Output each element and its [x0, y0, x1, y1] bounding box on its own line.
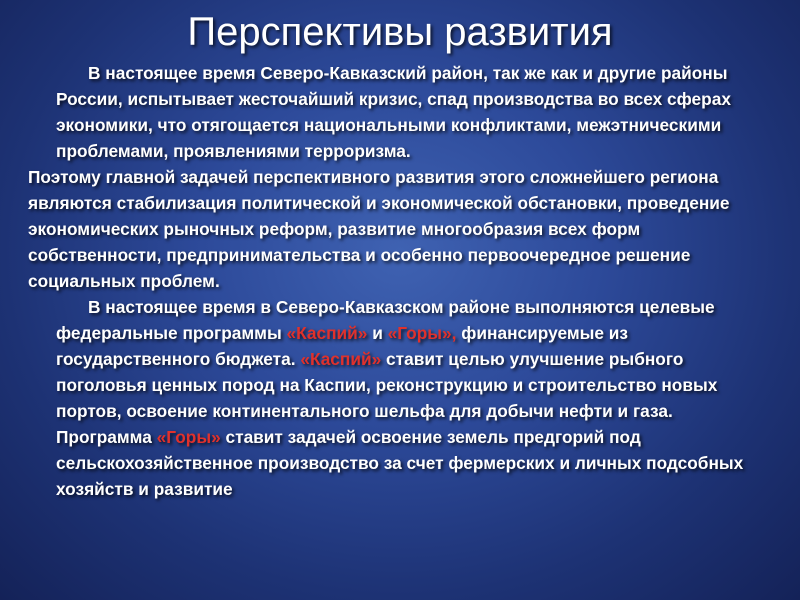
program-kaspiy-highlight: «Каспий»: [300, 349, 382, 369]
slide-title: Перспективы развития: [187, 10, 613, 54]
paragraph-text: финансируемые из государственного бюджета.: [56, 323, 629, 369]
paragraph-crisis: В настоящее время Северо-Кавказский район, так же как и другие районы России, испытывает жесточайший кризис, спад производства во всех сферах экономики, что отягощается национальными конфликтами, межэтническими проблемами, проявлениями терроризма.: [56, 63, 731, 161]
program-kaspiy-highlight: «Каспий»: [286, 323, 368, 343]
paragraph-text: и: [367, 323, 388, 343]
paragraph-programs: [0, 294, 800, 502]
program-gory-highlight: «Горы»,: [387, 323, 457, 343]
paragraph-main-task: Поэтому главной задачей перспективного развития этого сложнейшего региона являются стабилизация политической и экономической обстановки, проведение экономических рыночных реформ, развитие многообразия всех форм собственности, предпринимательства и особенно первоочередное решение социальных проблем.: [28, 167, 730, 291]
paragraph-text: В настоящее время в Северо-Кавказском районе выполняются целевые федеральные программы: [56, 297, 715, 343]
paragraph-text: ставит целью улучшение рыбного поголовья ценных пород на Каспии, реконструкцию и строительство новых портов, освоение континентального шельфа для добычи нефти и газа. Программа: [56, 349, 718, 447]
program-gory-highlight: «Горы»: [156, 427, 221, 447]
slide-body: [0, 60, 800, 600]
paragraph-text: ставит задачей освоение земель предгорий под сельскохозяйственное производство за счет фермерских и личных подсобных хозяйств и развитие: [56, 427, 744, 499]
